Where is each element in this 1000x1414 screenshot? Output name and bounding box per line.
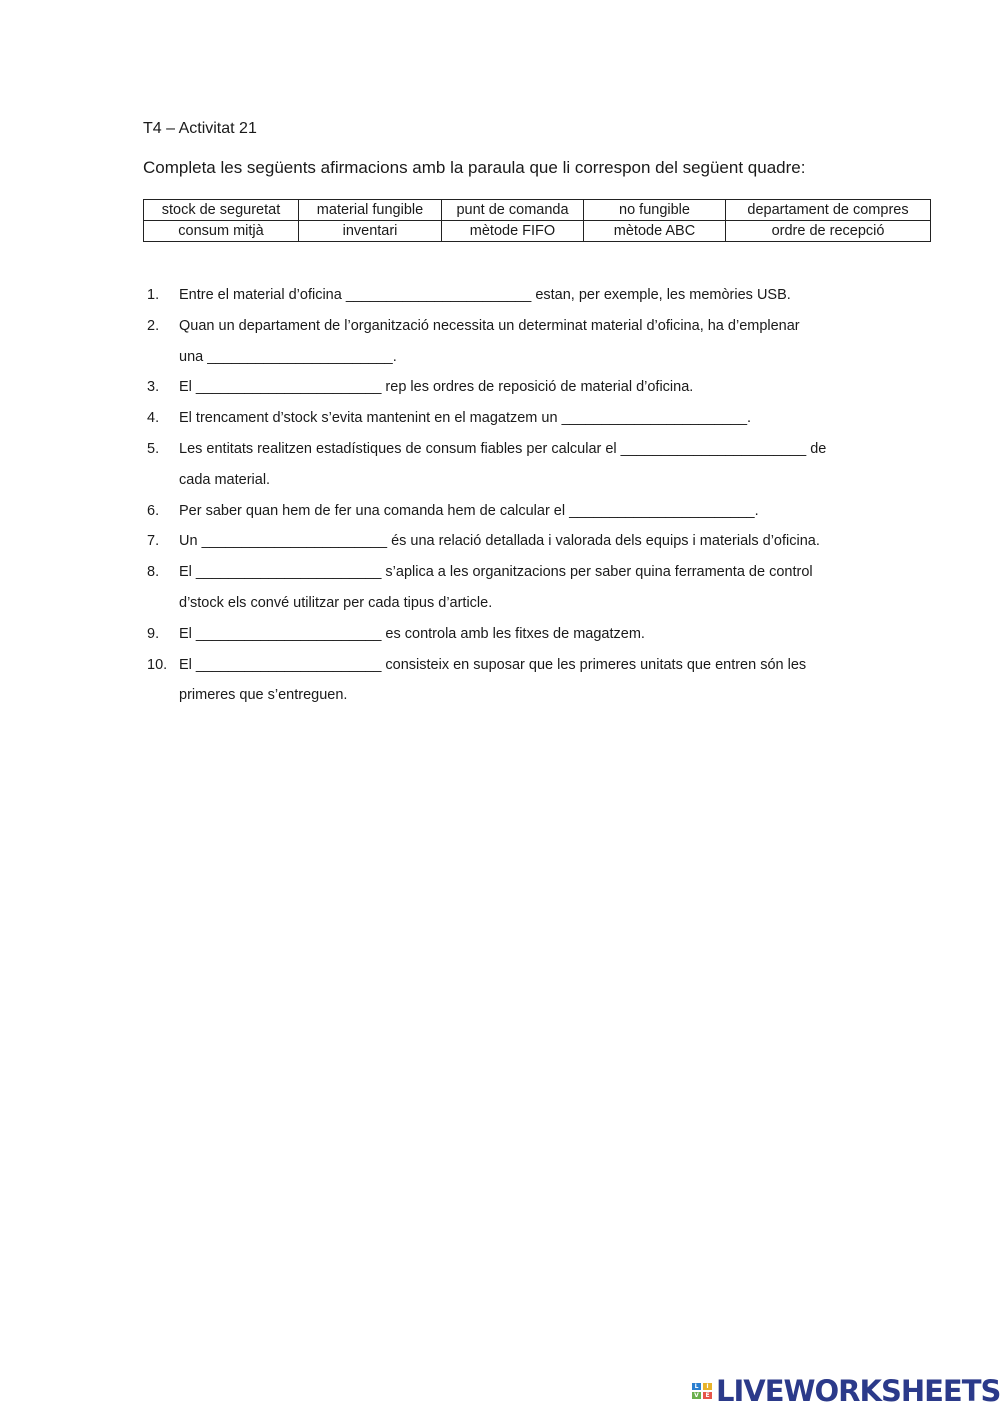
question-text-continued[interactable]: una _______________________.	[179, 348, 397, 365]
question-text[interactable]: Un _______________________ és una relació detallada i valorada dels equips i materials d’oficina.	[179, 533, 820, 550]
question-text-continued: cada material.	[179, 471, 271, 488]
word-bank-cell: stock de seguretat	[144, 200, 299, 221]
question-item	[143, 526, 903, 557]
question-text[interactable]: Les entitats realitzen estadístiques de consum fiables per calcular el _______________________ de	[179, 440, 827, 457]
word-bank-cell: inventari	[299, 221, 442, 242]
liveworksheets-logo	[692, 1374, 1000, 1408]
question-item	[143, 557, 903, 619]
question-text-continued: d’stock els convé utilitzar per cada tipus d’article.	[179, 594, 493, 611]
question-text[interactable]: El _______________________ consisteix en suposar que les primeres unitats que entren són les	[179, 656, 807, 673]
question-number: 2.	[147, 317, 160, 334]
question-number: 1.	[147, 287, 160, 303]
logo-mark-icon	[692, 1383, 712, 1399]
word-bank-cell: mètode FIFO	[442, 221, 584, 242]
word-bank-cell: no fungible	[584, 200, 726, 221]
logo-mark-letter: V	[692, 1392, 701, 1399]
word-bank-table	[143, 199, 931, 242]
logo-text: LIVEWORKSHEETS	[716, 1374, 1000, 1408]
question-number: 3.	[147, 379, 160, 396]
logo-mark-letter: I	[703, 1383, 712, 1390]
question-number: 8.	[147, 564, 160, 581]
logo-mark-letter: L	[692, 1383, 701, 1390]
logo-mark-letter: E	[703, 1392, 712, 1399]
question-number: 4.	[147, 410, 160, 427]
question-list	[143, 280, 903, 711]
question-item	[143, 650, 903, 712]
question-text[interactable]: Per saber quan hem de fer una comanda hem de calcular el _______________________.	[179, 502, 759, 519]
word-bank-cell: consum mitjà	[144, 221, 299, 242]
question-item	[143, 280, 903, 311]
worksheet-title: T4 – Activitat 21	[143, 120, 257, 137]
instruction-text: Completa les següents afirmacions amb la paraula que li correspon del següent quadre:	[143, 158, 806, 177]
word-bank-cell: ordre de recepció	[726, 221, 931, 242]
question-item	[143, 372, 903, 403]
question-item	[143, 619, 903, 650]
question-number: 5.	[147, 440, 160, 457]
question-item	[143, 496, 903, 527]
question-item	[143, 434, 903, 496]
word-bank-row	[144, 221, 931, 242]
word-bank-cell: departament de compres	[726, 200, 931, 221]
word-bank-cell: mètode ABC	[584, 221, 726, 242]
question-text-continued: primeres que s’entreguen.	[179, 687, 348, 704]
question-text[interactable]: Entre el material d’oficina _______________________ estan, per exemple, les memòries USB.	[179, 287, 791, 303]
word-bank-row	[144, 200, 931, 221]
question-number: 9.	[147, 625, 160, 642]
question-item	[143, 403, 903, 434]
question-text[interactable]: El trencament d’stock s’evita mantenint en el magatzem un _______________________.	[179, 410, 752, 427]
question-text[interactable]: El _______________________ rep les ordres de reposició de material d’oficina.	[179, 379, 694, 396]
question-number: 6.	[147, 502, 160, 519]
question-text[interactable]: El _______________________ es controla amb les fitxes de magatzem.	[179, 625, 645, 642]
question-text[interactable]: El _______________________ s’aplica a les organitzacions per saber quina ferramenta de control	[179, 564, 813, 581]
word-bank-cell: material fungible	[299, 200, 442, 221]
word-bank-cell: punt de comanda	[442, 200, 584, 221]
question-number: 7.	[147, 533, 160, 550]
question-text: Quan un departament de l’organització necessita un determinat material d’oficina, ha d’emplenar	[179, 317, 800, 334]
question-item	[143, 311, 903, 373]
question-number: 10.	[147, 656, 168, 673]
